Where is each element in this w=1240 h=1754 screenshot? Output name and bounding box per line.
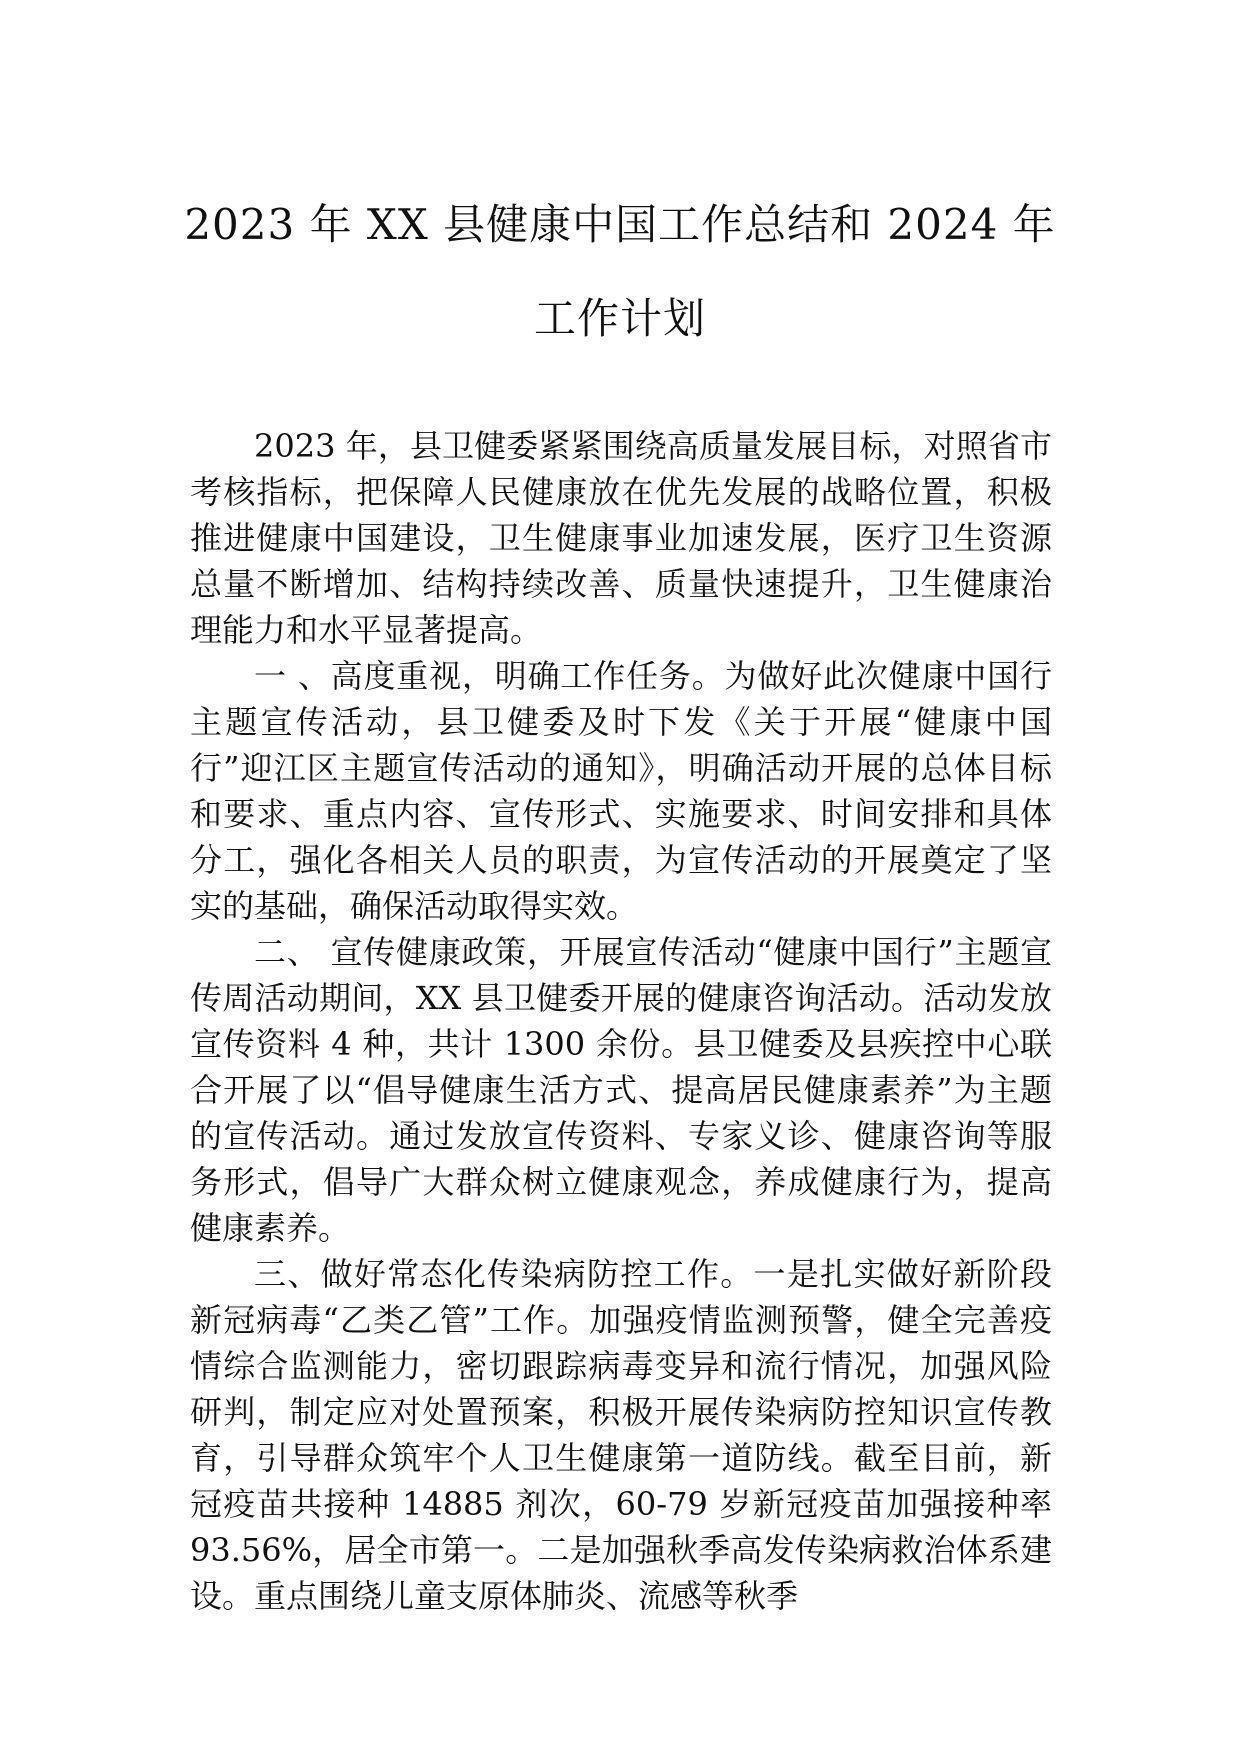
paragraph-intro: 2023 年，县卫健委紧紧围绕高质量发展目标，对照省市考核指标，把保障人民健康放在优先发展的战略位置，积极推进健康中国建设，卫生健康事业加速发展，医疗卫生资源总量不断增加、结构持续改善、质量快速提升，卫生健康治理能力和水平显著提高。 <box>190 427 1052 649</box>
document-body <box>190 423 1052 1619</box>
document-title <box>150 178 1090 366</box>
title-line-1: 2023 年 XX 县健康中国工作总结和 2024 年 <box>184 200 1056 249</box>
paragraph-section-1: 一 、高度重视，明确工作任务。为做好此次健康中国行主题宣传活动，县卫健委及时下发《关于开展“健康中国行”迎江区主题宣传活动的通知》，明确活动开展的总体目标和要求、重点内容、宣传形式、实施要求、时间安排和具体分工，强化各相关人员的职责，为宣传活动的开展奠定了坚实的基础，确保活动取得实效。 <box>190 657 1052 925</box>
paragraph-section-2: 二、 宣传健康政策，开展宣传活动“健康中国行”主题宣传周活动期间，XX 县卫健委开展的健康咨询活动。活动发放宣传资料 4 种，共计 1300 余份。县卫健委及县疾控中心联合开展了以“倡导健康生活方式、提高居民健康素养”为主题的宣传活动。通过发放宣传资料、专家义诊、健康咨询等服务形式，倡导广大群众树立健康观念，养成健康行为，提高健康素养。 <box>190 933 1052 1247</box>
paragraph-section-3: 三、做好常态化传染病防控工作。一是扎实做好新阶段新冠病毒“乙类乙管”工作。加强疫情监测预警，健全完善疫情综合监测能力，密切跟踪病毒变异和流行情况，加强风险研判，制定应对处置预案，积极开展传染病防控知识宣传教育，引导群众筑牢个人卫生健康第一道防线。截至目前，新冠疫苗共接种 14885 剂次，60-79 岁新冠疫苗加强接种率 93.56%，居全市第一。二是加强秋季高发传染病救治体系建设。重点围绕儿童支原体肺炎、流感等秋季 <box>190 1255 1052 1615</box>
title-line-2: 工作计划 <box>533 294 706 343</box>
